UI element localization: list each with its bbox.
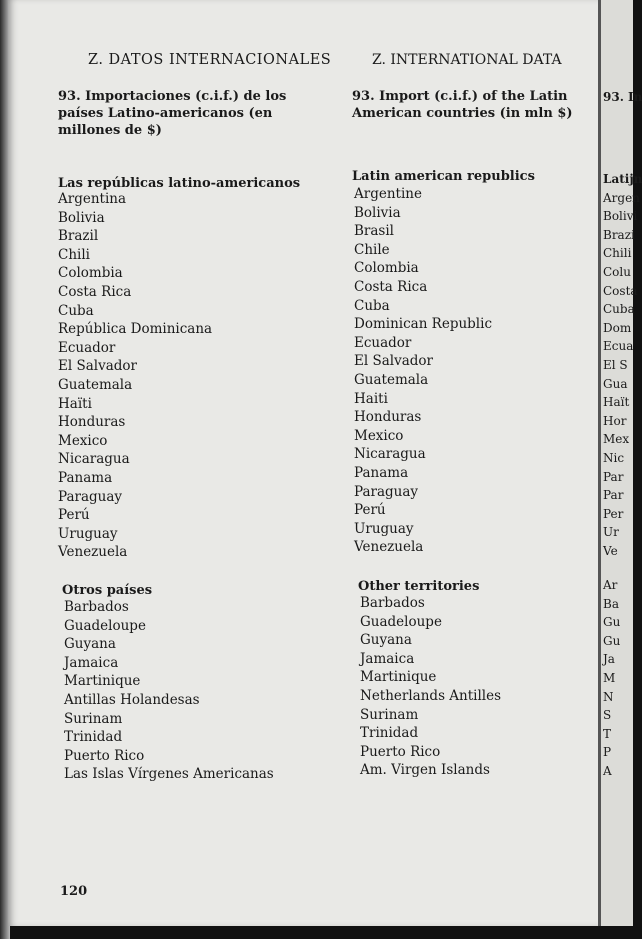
next-page-line: Brazi xyxy=(603,227,635,242)
list-item: Costa Rica xyxy=(354,278,428,295)
right-republics-list xyxy=(354,185,492,557)
list-item: Bolivia xyxy=(354,204,401,221)
list-item: Antillas Holandesas xyxy=(64,691,200,708)
next-page-line: Latijn xyxy=(603,172,642,186)
next-page-edge xyxy=(598,0,642,926)
next-page-line: Ar xyxy=(603,578,618,592)
next-page-title: 93. In xyxy=(603,90,642,104)
list-item: Surinam xyxy=(64,710,123,727)
next-page-line: Dom xyxy=(603,320,632,335)
list-item: República Dominicana xyxy=(58,321,213,338)
list-item: Colombia xyxy=(354,260,419,277)
list-item: Martinique xyxy=(360,669,437,686)
list-item: Venezuela xyxy=(354,539,424,556)
list-item: Puerto Rico xyxy=(64,747,145,764)
list-item: Guatemala xyxy=(354,371,429,388)
list-item: Cuba xyxy=(58,302,94,319)
next-page-line: S xyxy=(603,708,612,723)
next-page-line: Gu xyxy=(603,615,621,630)
next-page-line: M xyxy=(603,671,616,685)
list-item: Argentina xyxy=(58,191,127,207)
next-page-line: Ja xyxy=(603,652,615,667)
list-item: Jamaica xyxy=(360,650,415,667)
list-item: Las Islas Vírgenes Americanas xyxy=(64,766,274,783)
next-page-line: Cuba xyxy=(603,302,635,317)
next-page-line: Mex xyxy=(603,432,630,447)
left-table-title: 93. Importaciones (c.i.f.) de los países Latino-americanos (en millones de $) xyxy=(58,89,287,138)
next-page-line: Chili xyxy=(603,246,632,261)
list-item: Surinam xyxy=(360,706,419,723)
list-item: Paraguay xyxy=(58,488,123,505)
next-page-line: N xyxy=(603,689,614,704)
list-item: Honduras xyxy=(58,414,126,431)
list-item: Venezuela xyxy=(58,544,128,561)
list-item: Haïti xyxy=(58,395,92,412)
list-item: Netherlands Antilles xyxy=(360,687,502,704)
list-item: El Salvador xyxy=(354,353,433,370)
list-item: Dominican Republic xyxy=(354,316,493,333)
next-page-line: Ecua xyxy=(603,339,634,354)
list-item: Cuba xyxy=(354,297,390,314)
page-number: 120 xyxy=(60,884,88,899)
next-page-line: Ur xyxy=(603,525,619,540)
list-item: Perú xyxy=(58,507,90,524)
list-item: Panama xyxy=(58,469,113,486)
list-item: Mexico xyxy=(58,432,108,449)
list-item: Brazil xyxy=(58,228,99,245)
next-page-line: Hor xyxy=(603,413,627,428)
list-item: Uruguay xyxy=(58,525,118,542)
list-item: Mexico xyxy=(354,427,404,444)
list-item: Barbados xyxy=(64,599,129,615)
list-item: Guadeloupe xyxy=(64,617,146,634)
list-item: Martinique xyxy=(64,673,141,690)
list-item: Trinidad xyxy=(64,729,123,746)
next-page-line: Gu xyxy=(603,633,621,648)
list-item: El Salvador xyxy=(58,358,137,375)
list-item: Ecuador xyxy=(58,339,116,356)
list-item: Am. Virgen Islands xyxy=(360,762,490,779)
next-page-line: Bolivi xyxy=(603,209,638,224)
list-item: Costa Rica xyxy=(58,283,132,300)
next-page-line: P xyxy=(603,745,612,760)
list-item: Chile xyxy=(354,241,390,258)
list-item: Ecuador xyxy=(354,334,412,351)
right-others-list xyxy=(360,594,501,780)
next-page-line: A xyxy=(603,764,612,778)
list-item: Chili xyxy=(58,246,90,263)
list-item: Nicaragua xyxy=(58,451,130,468)
left-others-list xyxy=(64,598,274,784)
list-item: Jamaica xyxy=(64,654,119,671)
right-section-republics: Latin american republics xyxy=(352,169,535,184)
next-page-line: Argen xyxy=(603,190,640,205)
next-page-line: Gua xyxy=(603,376,628,391)
next-page-line: Par xyxy=(603,488,624,503)
list-item: Guadeloupe xyxy=(360,613,442,630)
list-item: Uruguay xyxy=(354,520,414,537)
list-item: Perú xyxy=(354,502,386,519)
list-item: Haiti xyxy=(354,390,388,407)
next-page-line: Per xyxy=(603,506,624,521)
list-item: Paraguay xyxy=(354,483,419,500)
list-item: Guyana xyxy=(64,636,116,653)
list-item: Guatemala xyxy=(58,376,133,393)
next-page-line: Nic xyxy=(603,451,625,465)
next-page-line: Colu xyxy=(603,265,631,279)
list-item: Panama xyxy=(354,464,409,481)
list-item: Barbados xyxy=(360,595,425,611)
list-item: Argentine xyxy=(354,186,422,202)
list-item: Puerto Rico xyxy=(360,743,441,760)
left-republics-list xyxy=(58,190,212,562)
list-item: Nicaragua xyxy=(354,446,426,463)
next-page-line: Par xyxy=(603,469,624,484)
next-page-line: Costa xyxy=(603,283,638,298)
next-page-line: T xyxy=(603,726,612,741)
list-item: Bolivia xyxy=(58,209,105,226)
right-section-others: Other territories xyxy=(358,579,480,594)
list-item: Honduras xyxy=(354,409,422,426)
left-section-others: Otros países xyxy=(62,583,153,598)
left-header: Z. DATOS INTERNACIONALES xyxy=(88,52,332,68)
next-page-line: El S xyxy=(603,358,628,372)
next-page-line: Ba xyxy=(603,596,619,611)
next-page-line: Ve xyxy=(603,544,618,558)
list-item: Colombia xyxy=(58,265,123,282)
next-page-line: Haït xyxy=(603,395,630,410)
left-section-republics: Las repúblicas latino-americanos xyxy=(58,176,301,191)
list-item: Brasil xyxy=(354,223,394,240)
list-item: Trinidad xyxy=(360,725,419,742)
right-header: Z. INTERNATIONAL DATA xyxy=(372,52,562,68)
right-table-title: 93. Import (c.i.f.) of the Latin American countries (in mln $) xyxy=(352,89,573,121)
list-item: Guyana xyxy=(360,632,412,649)
